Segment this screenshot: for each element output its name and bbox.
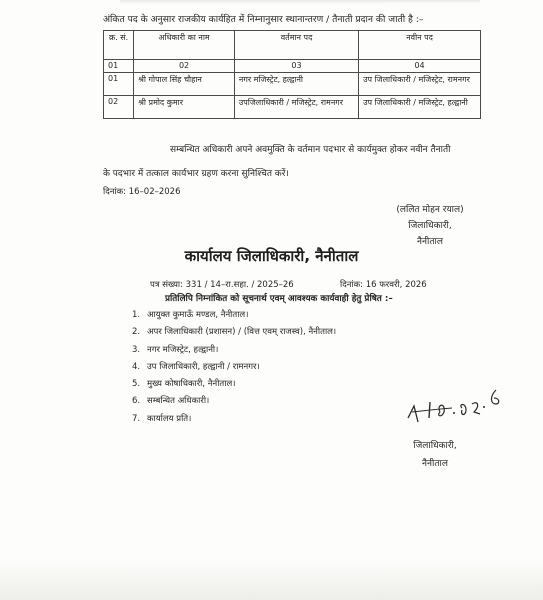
intro-text: अंकित पद के अनुसार राजकीय कार्यहित में निम्नानुसार स्थानान्तरण / तैनाती प्रदान की जाती है :– [103,14,424,25]
list-item [132,344,336,361]
letter-date: दिनांक: 16 फरवरी, 2026 [340,280,427,290]
list-item [132,361,336,378]
table-row [104,73,481,96]
cell-new-post: उप जिलाधिकारी / मजिस्ट्रेट, हल्द्वानी [359,96,481,119]
cell-officer-name: श्री गोपाल सिंह चौहान [134,73,235,96]
list-item [132,309,336,326]
item-number: 1. [132,310,141,320]
item-text: कार्यालय प्रति। [147,413,192,424]
signatory-designation: जिलाधिकारी, [413,441,457,451]
item-text: अपर जिलाधिकारी (प्रशासन) / (वित्त एवम् राजस्व), नैनीताल। [147,327,337,338]
item-number: 3. [132,344,141,355]
item-number: 4. [132,361,141,372]
cell-current-post: उपजिलाधिकारी / मजिस्ट्रेट, रामनगर [234,96,358,119]
table-row [104,96,481,119]
item-number: 2. [132,327,141,338]
signature-block-1 [382,202,478,250]
column-number: 01 [104,60,134,73]
item-number: 5. [132,379,141,390]
item-text: सम्बन्धित अधिकारी। [147,396,210,407]
header-sno: क्र. सं. [104,31,134,60]
header-officer-name: अधिकारी का नाम [134,31,235,60]
signature-block-2 [395,437,475,473]
cell-new-post: उप जिलाधिकारी / मजिस्ट्रेट, रामनगर [359,73,481,96]
cell-sno: 01 [104,73,134,96]
item-text: उप जिलाधिकारी, हल्द्वानी / रामनगर। [147,361,260,372]
instruction-line-1: सम्बन्धित अधिकारी अपने अवमुक्ति के वर्तमान पदभार से कार्यमुक्त होकर नवीन तैनाती [170,145,451,155]
header-current-post: वर्तमान पद [234,31,358,60]
item-number: 6. [132,396,141,407]
header-new-post: नवीन पद [359,31,481,60]
torn-top-edge [120,0,480,4]
list-item [132,378,336,395]
transfer-table [103,30,481,119]
list-item [132,395,336,412]
signatory-designation: जिलाधिकारी, [408,221,452,231]
list-item [132,326,336,343]
list-item [132,413,336,430]
handwritten-signature-icon [400,382,520,434]
signatory-place: नैनीताल [417,237,443,247]
column-number: 03 [234,60,358,73]
instruction-line-2: के पदभार में तत्काल कार्यभार ग्रहण करना सुनिश्चित करें। [103,169,289,179]
cell-current-post: नगर मजिस्ट्रेट, हल्द्वानी [234,73,358,96]
column-number: 04 [359,60,481,73]
item-text: आयुक्त कुमाऊँ मण्डल, नैनीताल। [147,310,249,320]
item-text: नगर मजिस्ट्रेट, हल्द्वानी। [147,344,219,355]
page-shadow [0,560,543,600]
order-date: दिनांक: 16–02–2026 [103,187,181,197]
item-text: मुख्य कोषाधिकारी, नैनीताल। [147,379,236,390]
column-number: 02 [134,60,235,73]
letter-number: पत्र संख्या: 331 / 14–रा.सहा. / 2025–26 [150,280,294,290]
cell-sno: 02 [104,96,134,119]
signatory-place: नैनीताल [422,459,448,469]
signatory-name: (ललित मोहन रयाल) [396,205,464,215]
copy-to-line: प्रतिलिपि निम्नांकित को सूचनार्थ एवम् आवश्यक कार्यवाही हेतु प्रेषित :– [165,294,393,304]
office-title: कार्यालय जिलाधिकारी, नैनीताल [184,247,359,265]
cell-officer-name: श्री प्रमोद कुमार [134,96,235,119]
item-number: 7. [132,413,141,424]
recipient-list [132,309,336,430]
table-number-row [104,60,481,73]
